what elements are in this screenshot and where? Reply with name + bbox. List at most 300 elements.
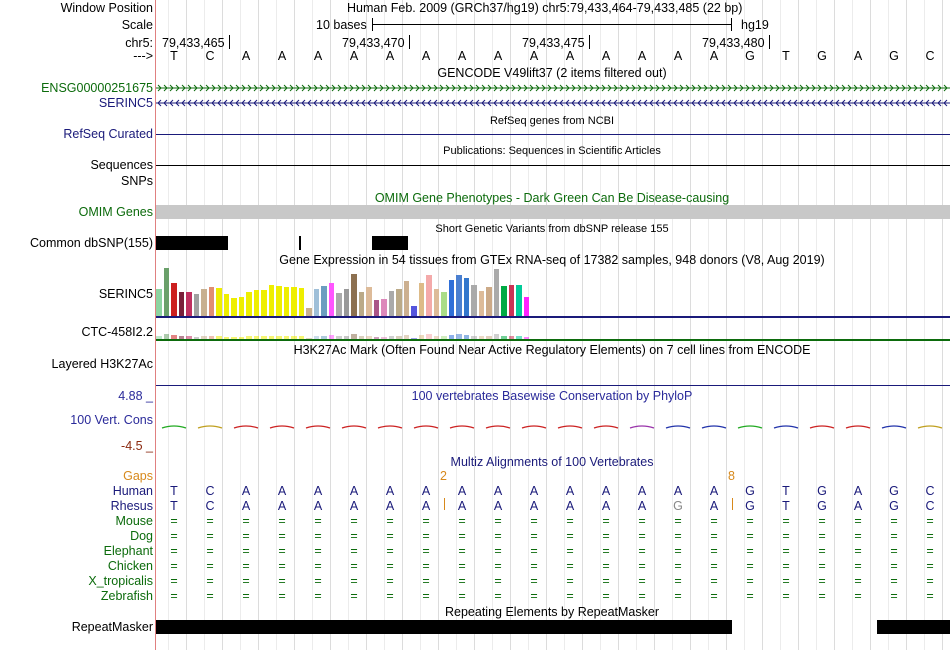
phylop-mark [810,426,834,428]
alignment-cell: = [314,589,322,603]
base-letter: C [205,49,215,63]
phylop-min: -4.5 _ [121,439,153,453]
alignment-cell: = [458,574,466,588]
alignment-cell: = [602,589,610,603]
dbsnp-variant-1[interactable] [156,236,228,250]
alignment-cell: = [602,544,610,558]
phylop-mark [522,426,546,428]
alignment-cell: A [709,499,719,513]
alignment-cell: G [745,484,755,498]
gtex-tissue-bar[interactable] [509,285,515,316]
alignment-cell: T [782,499,790,513]
alignment-cell: A [637,484,647,498]
gtex-tissue-bar[interactable] [156,289,162,316]
gtex-tissue-bar[interactable] [426,275,432,316]
base-letter: A [709,49,719,63]
alignment-cell: = [350,589,358,603]
species-label-dog[interactable]: Dog [130,529,153,543]
alignment-cell: A [385,499,395,513]
gtex-tissue-bar[interactable] [194,294,200,316]
omim-title: OMIM Gene Phenotypes - Dark Green Can Be Disease-causing [374,191,730,205]
alignment-cell: = [278,559,286,573]
alignment-cell: = [458,544,466,558]
gtex-tissue-bar[interactable] [299,288,305,316]
alignment-cell: = [854,544,862,558]
alignment-cell: A [421,484,431,498]
alignment-cell: = [782,544,790,558]
refseq-line [156,134,950,135]
gtex-tissue-bar[interactable] [374,300,380,316]
sequences-label[interactable]: Sequences [90,158,153,172]
base-letter: T [782,49,790,63]
alignment-cell: = [458,529,466,543]
alignment-cell: A [241,484,251,498]
alignment-cell: = [638,574,646,588]
alignment-cell: = [278,514,286,528]
alignment-cell: T [782,484,790,498]
alignment-cell: = [314,574,322,588]
alignment-cell: A [601,484,611,498]
alignment-cell: = [602,559,610,573]
gtex-tissue-bar[interactable] [186,292,192,316]
phylop-mark [666,426,690,428]
base-letter: A [601,49,611,63]
base-letter: A [457,49,467,63]
coord-tick-1 [229,35,230,49]
alignment-cell: = [386,589,394,603]
alignment-cell: A [637,499,647,513]
alignment-cell: = [674,574,682,588]
omim-bar[interactable] [156,205,950,219]
alignment-cell: A [313,499,323,513]
base-letter: A [421,49,431,63]
phylop-mark [774,426,798,428]
alignment-cell: = [674,544,682,558]
alignment-cell: = [314,544,322,558]
gtex-tissue-bar[interactable] [479,291,485,316]
alignment-cell: = [494,559,502,573]
gtex-tissue-bar[interactable] [291,287,297,316]
phylop-mark [378,426,402,428]
alignment-cell: = [818,529,826,543]
serinc5-label[interactable]: SERINC5 [98,96,153,110]
alignment-cell: = [494,514,502,528]
dbsnp-variant-2[interactable] [299,236,301,250]
coord-3: 79,433,475 [522,36,585,50]
gtex-ctc-baseline [156,339,950,341]
alignment-cell: = [818,589,826,603]
alignment-cell: = [674,559,682,573]
gtex-ctc-label[interactable]: CTC-458I2.2 [81,325,153,339]
gencode-title: GENCODE V49lift37 (2 items filtered out) [437,66,667,80]
alignment-cell: = [206,559,214,573]
alignment-cell: = [494,544,502,558]
gap-mark-2: 8 [728,469,735,483]
snps-label[interactable]: SNPs [121,174,153,188]
alignment-cell: = [602,529,610,543]
gtex-tissue-bar[interactable] [336,293,342,316]
gtex-tissue-bar[interactable] [471,285,477,316]
alignment-cell: = [494,589,502,603]
phylop-title: 100 vertebrates Basewise Conservation by PhyloP [411,389,693,403]
alignment-cell: = [458,514,466,528]
refseq-label[interactable]: RefSeq Curated [63,127,153,141]
alignment-cell: = [566,514,574,528]
base-letter: A [673,49,683,63]
alignment-cell: = [422,589,430,603]
base-letter: G [817,49,827,63]
alignment-cell: A [349,484,359,498]
gtex-tissue-bar[interactable] [231,298,237,316]
alignment-cell: A [853,484,863,498]
alignment-cell: = [350,529,358,543]
gtex-tissue-bar[interactable] [239,297,245,316]
gtex-tissue-bar[interactable] [351,274,357,316]
phylop-mark [306,426,330,428]
base-letter: A [637,49,647,63]
gtex-tissue-bar[interactable] [389,291,395,316]
alignment-cell: = [386,544,394,558]
alignment-cell: = [746,574,754,588]
phylop-mark [558,426,582,428]
gtex-tissue-bar[interactable] [381,299,387,316]
alignment-cell: = [314,559,322,573]
phylop-mark [450,426,474,428]
alignment-cell: A [493,499,503,513]
alignment-cell: G [745,499,755,513]
gtex-tissue-bar[interactable] [516,285,522,316]
repeat-element-2[interactable] [877,620,950,634]
alignment-cell: = [602,514,610,528]
alignment-cell: = [278,574,286,588]
alignment-cell: = [638,559,646,573]
alignment-cell: A [313,484,323,498]
alignment-cell: = [350,559,358,573]
base-letter: A [493,49,503,63]
alignment-cell: = [458,559,466,573]
gtex-tissue-bar[interactable] [201,289,207,316]
gtex-tissue-bar[interactable] [164,268,170,316]
alignment-cell: = [854,574,862,588]
gtex-tissue-bar[interactable] [464,278,470,316]
gtex-tissue-bar[interactable] [314,289,320,316]
alignment-cell: = [242,529,250,543]
phylop-mark [918,426,942,428]
alignment-cell: A [493,484,503,498]
alignment-cell: = [422,529,430,543]
coord-tick-3 [589,35,590,49]
base-letter: C [925,49,935,63]
alignment-cell: = [602,574,610,588]
species-label-elephant[interactable]: Elephant [103,544,153,558]
gtex-title: Gene Expression in 54 tissues from GTEx RNA-seq of 17382 samples, 948 donors (V8, Aug 2019) [279,253,825,267]
alignment-cell: = [350,514,358,528]
alignment-cell: A [277,499,287,513]
alignment-cell: = [926,544,934,558]
alignment-cell: = [674,589,682,603]
ensg-label[interactable]: ENSG00000251675 [41,81,153,95]
h3k27ac-baseline [156,385,950,386]
gtex-tissue-bar[interactable] [216,288,222,316]
alignment-cell: A [241,499,251,513]
dbsnp-variant-3[interactable] [372,236,408,250]
species-label-zebrafish[interactable]: Zebrafish [100,589,153,603]
base-letter: T [170,49,178,63]
sequences-title: Publications: Sequences in Scientific Articles [443,145,661,157]
omim-label[interactable]: OMIM Genes [78,205,153,219]
gtex-tissue-bar[interactable] [434,289,440,316]
alignment-cell: T [170,484,178,498]
h3k27ac-title: H3K27Ac Mark (Often Found Near Active Regulatory Elements) on 7 cell lines from ENCODE [293,343,811,357]
alignment-cell: = [638,544,646,558]
species-label-x_tropicalis[interactable]: X_tropicalis [88,574,153,588]
phylop-mark [630,426,654,428]
alignment-cell: = [458,589,466,603]
alignment-cell: = [350,574,358,588]
alignment-cell: = [170,574,178,588]
phylop-mark [882,426,906,428]
base-letter: A [241,49,251,63]
alignment-cell: = [422,574,430,588]
alignment-cell: = [566,544,574,558]
phylop-label[interactable]: 100 Vert. Cons [70,413,153,427]
alignment-cell: C [205,499,215,513]
alignment-cell: = [170,589,178,603]
alignment-cell: A [385,484,395,498]
phylop-mark [738,426,762,428]
alignment-cell: C [925,499,935,513]
alignment-cell: = [854,589,862,603]
alignment-cell: = [782,574,790,588]
alignment-cell: T [170,499,178,513]
gtex-ctc-bars[interactable] [156,332,536,339]
strand-arrow-label: ---> [133,49,153,63]
base-letter: A [529,49,539,63]
alignment-cell: = [818,574,826,588]
gtex-serinc5-bars[interactable] [156,267,536,316]
gtex-tissue-bar[interactable] [501,286,507,316]
gtex-tissue-bar[interactable] [209,287,215,316]
coord-4: 79,433,480 [702,36,765,50]
alignment-cell: = [170,529,178,543]
alignment-cell: = [170,514,178,528]
phylop-mark [486,426,510,428]
alignment-cell: = [746,514,754,528]
gtex-tissue-bar[interactable] [329,283,335,316]
alignment-cell: = [206,574,214,588]
coord-tick-4 [769,35,770,49]
alignment-cell: = [926,559,934,573]
alignment-cell: = [890,559,898,573]
base-letter: A [853,49,863,63]
alignment-cell: = [782,589,790,603]
gap-mark-1: 2 [440,469,447,483]
alignment-cell: = [854,529,862,543]
alignment-cell: = [710,589,718,603]
gtex-tissue-bar[interactable] [254,290,260,316]
gtex-tissue-bar[interactable] [171,283,177,316]
alignment-cell: = [710,544,718,558]
alignment-cell: A [529,499,539,513]
alignment-cell: = [422,514,430,528]
base-letter: A [565,49,575,63]
phylop-mark [342,426,366,428]
gtex-tissue-bar[interactable] [269,285,275,316]
alignment-cell: = [530,529,538,543]
gtex-tissue-bar[interactable] [224,294,230,316]
alignment-cell: = [242,589,250,603]
alignment-cell: = [890,514,898,528]
gaps-label: Gaps [123,469,153,483]
alignment-cell: = [638,529,646,543]
repeat-title: Repeating Elements by RepeatMasker [444,605,660,619]
alignment-cell: A [277,484,287,498]
alignment-cell: = [242,574,250,588]
alignment-cell: = [206,514,214,528]
alignment-cell: = [278,529,286,543]
species-label-human[interactable]: Human [112,484,153,498]
coord-1: 79,433,465 [162,36,225,50]
alignment-cell: A [709,484,719,498]
scale-value: 10 bases [316,18,367,32]
gap-insert-1 [444,498,445,510]
gtex-tissue-bar[interactable] [284,287,290,316]
alignment-cell: = [782,559,790,573]
scale-bar [372,24,731,25]
gtex-tissue-bar[interactable] [246,292,252,316]
base-letter: A [385,49,395,63]
alignment-cell: A [601,499,611,513]
alignment-cell: = [350,544,358,558]
alignment-cell: = [926,589,934,603]
alignment-cell: G [889,484,899,498]
alignment-cell: = [170,559,178,573]
gtex-tissue-bar[interactable] [404,281,410,316]
repeat-element-1[interactable] [156,620,732,634]
alignment-cell: = [818,544,826,558]
alignment-cell: = [710,514,718,528]
multiz-title: Multiz Alignments of 100 Vertebrates [450,455,654,469]
alignment-cell: = [530,574,538,588]
ensg-gene-arrows[interactable] [156,83,950,93]
alignment-cell: = [674,514,682,528]
phylop-mark [198,426,222,428]
alignment-cell: = [566,529,574,543]
window-position-value: Human Feb. 2009 (GRCh37/hg19) chr5:79,433,464-79,433,485 (22 bp) [347,1,743,15]
alignment-cell: = [206,589,214,603]
alignment-cell: G [673,499,683,513]
scale-assembly: hg19 [741,18,769,32]
alignment-cell: = [530,544,538,558]
alignment-cell: = [566,559,574,573]
gtex-tissue-bar[interactable] [494,269,500,316]
alignment-cell: = [890,589,898,603]
phylop-mark [270,426,294,428]
repeat-label[interactable]: RepeatMasker [71,620,153,634]
alignment-cell: = [710,559,718,573]
alignment-cell: = [386,574,394,588]
alignment-cell: = [530,514,538,528]
alignment-cell: = [674,529,682,543]
alignment-cell: G [817,499,827,513]
alignment-cell: = [926,514,934,528]
alignment-cell: = [566,589,574,603]
alignment-cell: = [710,529,718,543]
alignment-cell: G [817,484,827,498]
alignment-cell: = [206,544,214,558]
alignment-cell: = [494,574,502,588]
alignment-cell: = [386,514,394,528]
chrom-label: chr5: [125,36,153,50]
gtex-tissue-bar[interactable] [419,283,425,316]
h3k27ac-label[interactable]: Layered H3K27Ac [51,357,153,371]
gtex-tissue-bar[interactable] [344,289,350,316]
base-letter: A [277,49,287,63]
alignment-cell: = [386,529,394,543]
scale-label: Scale [121,18,153,32]
phylop-max: 4.88 _ [118,389,153,403]
gtex-tissue-bar[interactable] [449,280,455,316]
alignment-cell: = [926,574,934,588]
gtex-tissue-bar[interactable] [306,308,312,316]
alignment-cell: = [314,529,322,543]
gtex-tissue-bar[interactable] [456,275,462,316]
alignment-cell: = [890,574,898,588]
alignment-cell: = [278,544,286,558]
scale-bar-right-tick [731,18,732,31]
alignment-cell: = [890,544,898,558]
dbsnp-label[interactable]: Common dbSNP(155) [30,236,153,250]
gtex-tissue-bar[interactable] [411,306,417,316]
alignment-cell: A [565,499,575,513]
gtex-tissue-bar[interactable] [366,287,372,316]
alignment-cell: = [890,529,898,543]
species-label-rhesus[interactable]: Rhesus [110,499,153,513]
alignment-cell: = [746,529,754,543]
gtex-tissue-bar[interactable] [321,286,327,316]
gtex-tissue-bar[interactable] [441,292,447,316]
alignment-cell: A [529,484,539,498]
alignment-cell: = [818,514,826,528]
phylop-mark [594,426,618,428]
species-label-mouse[interactable]: Mouse [115,514,153,528]
gtex-tissue-bar[interactable] [276,286,282,316]
alignment-cell: A [565,484,575,498]
alignment-cell: A [421,499,431,513]
alignment-cell: = [422,559,430,573]
gtex-tissue-bar[interactable] [486,287,492,316]
phylop-signal[interactable] [156,418,950,438]
gtex-tissue-bar[interactable] [359,292,365,316]
species-label-chicken[interactable]: Chicken [107,559,153,573]
gtex-serinc5-baseline [156,316,950,318]
alignment-cell: = [566,574,574,588]
gtex-tissue-bar[interactable] [396,289,402,316]
phylop-mark [234,426,258,428]
alignment-cell: = [746,559,754,573]
gtex-tissue-bar[interactable] [179,292,185,316]
alignment-cell: = [746,589,754,603]
alignment-cell: = [242,514,250,528]
gtex-serinc5-label[interactable]: SERINC5 [98,287,153,301]
gtex-tissue-bar[interactable] [524,297,530,316]
gtex-tissue-bar[interactable] [261,290,267,316]
serinc5-gene-arrows[interactable] [156,98,950,108]
alignment-cell: = [314,514,322,528]
alignment-cell: = [854,514,862,528]
alignment-cell: = [386,559,394,573]
alignment-cell: = [782,529,790,543]
